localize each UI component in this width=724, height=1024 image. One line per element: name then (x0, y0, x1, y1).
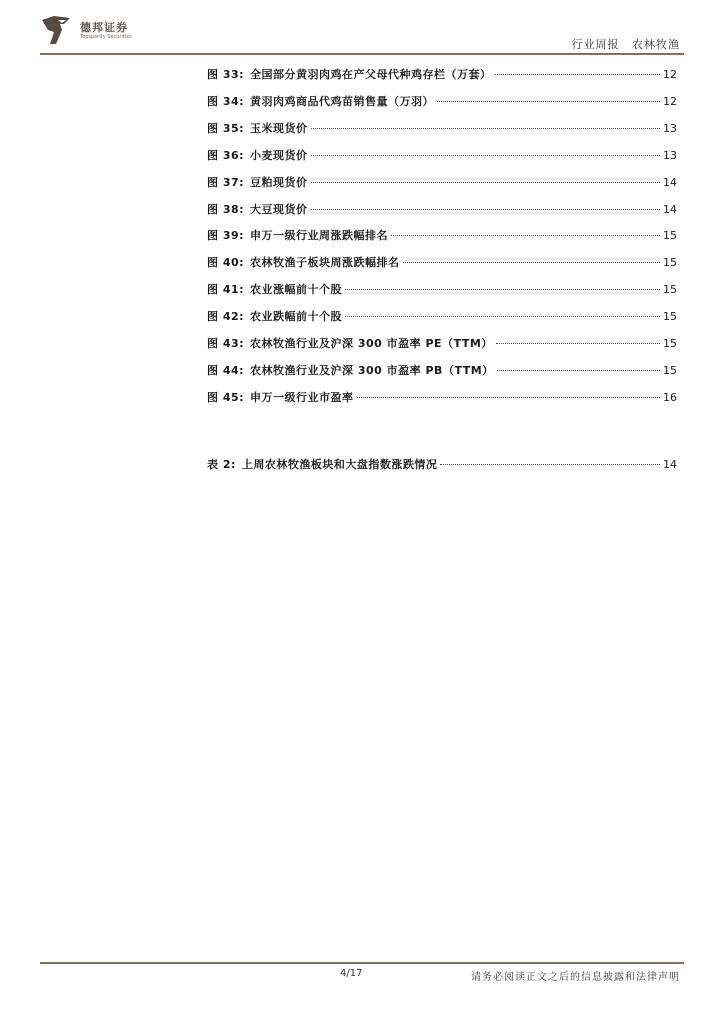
toc-entry-number: 表 2: (207, 458, 236, 471)
page-number: 4/17 (340, 968, 363, 979)
toc-figure-entry[interactable] (207, 67, 677, 83)
toc-entry-number: 图 34: (207, 94, 245, 108)
toc-entry-title: 全国部分黄羽肉鸡在产父母代种鸡存栏（万套） (250, 68, 492, 81)
toc-entry-number: 图 35: (207, 121, 245, 135)
footer-disclaimer: 请务必阅读正文之后的信息披露和法律声明 (471, 972, 680, 983)
toc-entry-title: 豆粕现货价 (250, 175, 308, 189)
toc-dot-leader (496, 343, 660, 344)
toc-table-entry[interactable] (207, 457, 677, 473)
toc-dot-leader (311, 128, 660, 129)
toc-figure-entry[interactable] (207, 202, 677, 218)
toc-dot-leader (345, 316, 660, 317)
toc-entry-label (207, 94, 434, 110)
toc-figure-entry[interactable] (207, 175, 677, 191)
toc-entry-title: 玉米现货价 (250, 121, 308, 135)
toc-entry-page: 14 (663, 175, 677, 189)
toc-dot-leader (311, 155, 660, 156)
toc-entry-page: 13 (663, 121, 677, 135)
toc-entry-number: 图 41: (207, 283, 245, 297)
toc-entry-title: 农业跌幅前十个股 (250, 310, 343, 324)
report-meta (572, 36, 681, 52)
toc-dot-leader (391, 235, 660, 236)
toc-dot-leader (437, 101, 660, 102)
toc-entry-label (207, 390, 354, 406)
toc-entry-page: 15 (663, 337, 677, 350)
toc-entry-title: 大豆现货价 (250, 202, 308, 216)
footer-divider (40, 962, 684, 964)
toc-entry-label (207, 228, 388, 244)
toc-dot-leader (495, 74, 660, 75)
toc-dot-leader (403, 262, 660, 263)
toc-entry-number: 图 43: (207, 337, 245, 350)
toc-entry-number: 图 37: (207, 175, 245, 189)
toc-entry-page: 12 (663, 94, 677, 108)
toc-dot-leader (497, 370, 660, 371)
toc-entry-page: 15 (663, 256, 677, 270)
toc-entry-number: 图 39: (207, 229, 245, 243)
toc-entry-label (207, 457, 437, 473)
toc-dot-leader (345, 289, 660, 290)
toc-figure-entry[interactable] (207, 228, 677, 244)
toc-dot-leader (311, 182, 660, 183)
toc-entry-label (207, 202, 308, 218)
toc-dot-leader (440, 464, 660, 465)
toc-entry-page: 16 (663, 390, 677, 404)
toc-entry-number: 图 40: (207, 256, 245, 270)
toc-entry-page: 15 (663, 283, 677, 297)
toc-entry-page: 13 (663, 148, 677, 162)
toc-entry-label (207, 121, 308, 137)
toc-entry-label (207, 363, 494, 379)
toc-entry-number: 图 36: (207, 148, 245, 162)
toc-entry-label (207, 148, 308, 164)
industry-name: 农林牧渔 (632, 38, 680, 51)
toc-entry-page: 15 (663, 229, 677, 243)
company-logo (40, 14, 160, 50)
toc-figure-entry[interactable] (207, 390, 677, 406)
toc-entry-label (207, 67, 492, 83)
toc-figure-entry[interactable] (207, 255, 677, 271)
toc-entry-title: 小麦现货价 (250, 148, 308, 162)
toc-entry-title: 黄羽肉鸡商品代鸡苗销售量（万羽） (250, 94, 435, 108)
toc-dot-leader (311, 209, 660, 210)
toc-entry-title: 上周农林牧渔板块和大盘指数涨跌情况 (241, 458, 438, 471)
toc-figure-entry[interactable] (207, 336, 677, 352)
toc-entry-title: 申万一级行业市盈率 (250, 390, 354, 404)
logo-text-en: Topsperity Securities (80, 34, 132, 40)
logo-text-cn: 德邦证券 (80, 21, 128, 34)
header-divider (40, 53, 684, 55)
toc-entry-page: 15 (663, 363, 677, 377)
toc-entry-title: 农林牧渔子板块周涨跌幅排名 (250, 256, 400, 270)
toc-entry-title: 农业涨幅前十个股 (250, 283, 343, 297)
toc-entry-title: 申万一级行业周涨跌幅排名 (250, 229, 389, 243)
toc-figure-entry[interactable] (207, 121, 677, 137)
toc-entry-label (207, 175, 308, 191)
toc-entry-number: 图 45: (207, 390, 245, 404)
toc-entry-page: 14 (663, 202, 677, 216)
toc-entry-label (207, 282, 342, 298)
toc-entry-title: 农林牧渔行业及沪深 300 市盈率 PE（TTM） (250, 337, 493, 350)
toc-entry-page: 14 (663, 458, 677, 471)
toc-entry-number: 图 33: (207, 68, 245, 81)
toc-entry-label (207, 255, 400, 271)
toc-dot-leader (357, 397, 660, 398)
toc-figure-entry[interactable] (207, 363, 677, 379)
toc-entry-page: 15 (663, 310, 677, 324)
toc-entry-number: 图 44: (207, 363, 245, 377)
toc-entry-label (207, 336, 493, 352)
toc-entry-title: 农林牧渔行业及沪深 300 市盈率 PB（TTM） (250, 363, 494, 377)
toc-entry-page: 12 (663, 68, 677, 81)
toc-figure-entry[interactable] (207, 94, 677, 110)
toc-entry-label (207, 309, 342, 325)
report-type: 行业周报 (571, 38, 620, 51)
toc-figure-entry[interactable] (207, 148, 677, 164)
logo-mark-icon (40, 14, 74, 46)
toc-entry-number: 图 38: (207, 202, 245, 216)
toc-figure-entry[interactable] (207, 282, 677, 298)
toc-figure-entry[interactable] (207, 309, 677, 325)
toc-entry-number: 图 42: (207, 310, 245, 324)
